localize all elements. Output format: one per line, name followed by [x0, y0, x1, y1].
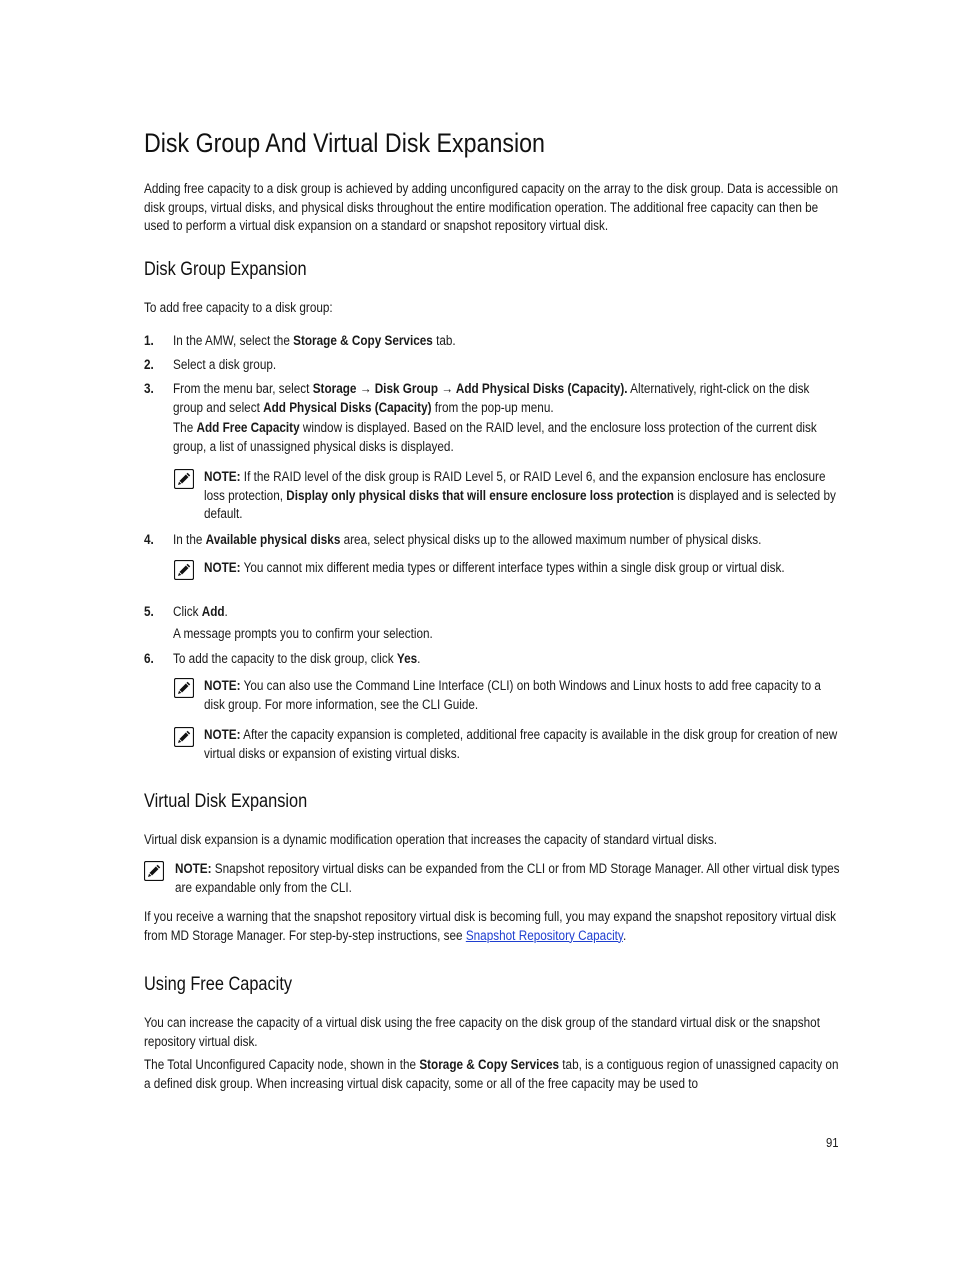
step-6-text: To add the capacity to the disk group, click Yes. — [173, 651, 421, 666]
note-3-text: NOTE: You can also use the Command Line Interface (CLI) on both Windows and Linux hosts to add free capacity to a disk group. For more information, see the CLI Guide. — [204, 678, 821, 712]
note-pencil-icon — [144, 861, 164, 881]
step-1-text: In the AMW, select the Storage & Copy Services tab. — [173, 333, 456, 348]
section2-paragraph-2: If you receive a warning that the snapshot repository virtual disk is becoming full, you may expand the snapshot repository virtual disk from MD Storage Manager. For step-by-step instructions, see Snapshot Repository Capacity. — [144, 909, 837, 943]
section3-paragraph-1: You can increase the capacity of a virtual disk using the free capacity on the disk group of the standard virtual disk or the snapshot repository virtual disk. — [144, 1015, 820, 1049]
step-number-4: 4. — [144, 532, 154, 547]
section2-paragraph-1: Virtual disk expansion is a dynamic modification operation that increases the capacity of standard virtual disks. — [144, 832, 717, 847]
step-3-text: From the menu bar, select Storage → Disk Group → Add Physical Disks (Capacity). Alternatively, right-click on the disk group and select Add Physical Disks (Capacity) from the pop-up menu. — [173, 381, 810, 415]
note-5-text: NOTE: Snapshot repository virtual disks can be expanded from the CLI or from MD Storage Manager. All other virtual disk types are expandable only from the CLI. — [175, 861, 840, 895]
step-5-detail: A message prompts you to confirm your selection. — [173, 626, 433, 641]
section3-paragraph-2: The Total Unconfigured Capacity node, shown in the Storage & Copy Services tab, is a contiguous region of unassigned capacity on a defined disk group. When increasing virtual disk capacity, some or all of the free capacity may be used to — [144, 1057, 839, 1091]
note-1-text: NOTE: If the RAID level of the disk group is RAID Level 5, or RAID Level 6, and the expansion enclosure has enclosure loss protection, Display only physical disks that will ensure enclosure loss protection is displayed and is selected by default. — [204, 469, 836, 521]
step-number-5: 5. — [144, 604, 154, 619]
snapshot-repository-capacity-link[interactable]: Snapshot Repository Capacity — [465, 927, 623, 943]
step-2-text: Select a disk group. — [173, 357, 277, 372]
page-title: Disk Group And Virtual Disk Expansion — [144, 128, 545, 158]
section-heading-using-free-capacity: Using Free Capacity — [144, 974, 293, 995]
step-number-3: 3. — [144, 381, 154, 396]
step-5-text: Click Add. — [173, 604, 228, 619]
note-pencil-icon — [174, 678, 194, 698]
step-3-detail: The Add Free Capacity window is displayed. Based on the RAID level, and the enclosure loss protection of the current disk group, a list of unassigned physical disks is displayed. — [173, 420, 817, 454]
section-heading-virtual-disk-expansion: Virtual Disk Expansion — [144, 791, 308, 812]
step-number-6: 6. — [144, 651, 154, 666]
page-number: 91 — [826, 1135, 839, 1150]
note-pencil-icon — [174, 469, 194, 489]
step-number-1: 1. — [144, 333, 154, 348]
step-4-text: In the Available physical disks area, select physical disks up to the allowed maximum number of physical disks. — [173, 532, 762, 547]
step-number-2: 2. — [144, 357, 154, 372]
note-pencil-icon — [174, 727, 194, 747]
section1-lead: To add free capacity to a disk group: — [144, 300, 333, 315]
section-heading-disk-group-expansion: Disk Group Expansion — [144, 259, 307, 280]
note-4-text: NOTE: After the capacity expansion is completed, additional free capacity is available in the disk group for creation of new virtual disks or expansion of existing virtual disks. — [204, 727, 838, 761]
note-2-text: NOTE: You cannot mix different media types or different interface types within a single disk group or virtual disk. — [204, 560, 785, 575]
intro-paragraph: Adding free capacity to a disk group is achieved by adding unconfigured capacity on the array to the disk group. Data is accessible on disk groups, virtual disks, and physical disks throughout the entire modification operation. The additional free capacity can then be used to perform a virtual disk expansion on a standard or snapshot repository virtual disk. — [144, 181, 839, 233]
note-pencil-icon — [174, 560, 194, 580]
